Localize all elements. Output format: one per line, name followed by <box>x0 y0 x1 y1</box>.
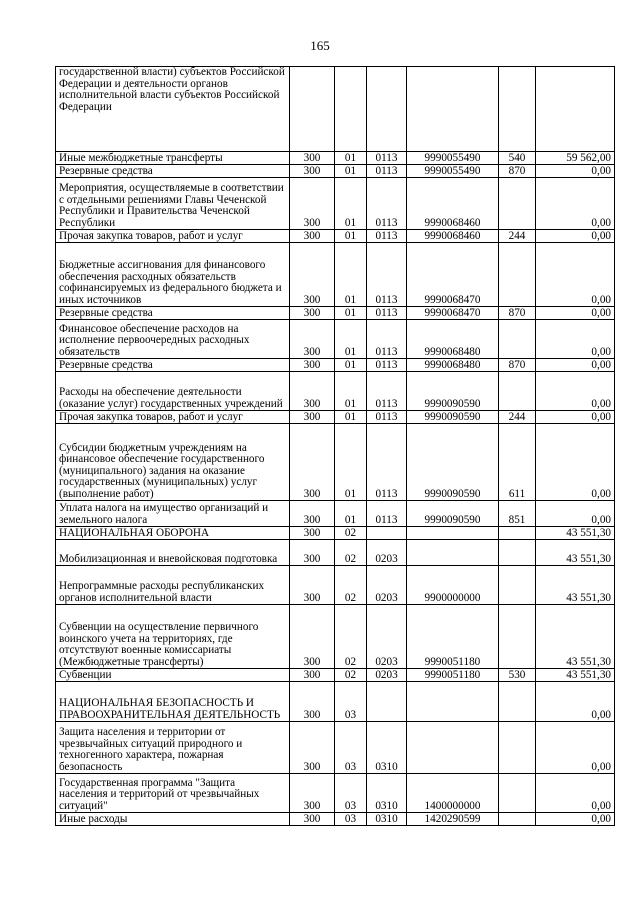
row-rz <box>335 67 367 152</box>
row-ved: 300 <box>290 540 335 566</box>
row-csr <box>407 682 499 722</box>
row-pr: 0113 <box>367 359 407 372</box>
row-vr: 244 <box>499 411 536 424</box>
row-pr: 0310 <box>367 813 407 826</box>
row-csr: 9990090590 <box>407 372 499 411</box>
row-vr <box>499 527 536 540</box>
row-sum: 59 562,00 <box>536 152 615 165</box>
table-row <box>56 165 615 178</box>
row-rz: 02 <box>335 605 367 669</box>
row-sum: 0,00 <box>536 501 615 527</box>
row-sum: 43 551,30 <box>536 527 615 540</box>
row-pr: 0113 <box>367 230 407 243</box>
row-pr: 0113 <box>367 372 407 411</box>
row-csr: 9990068480 <box>407 320 499 359</box>
row-vr: 611 <box>499 424 536 501</box>
row-pr <box>367 682 407 722</box>
budget-table <box>55 66 615 826</box>
row-vr <box>499 682 536 722</box>
row-vr <box>499 813 536 826</box>
table-row <box>56 320 615 359</box>
row-vr: 530 <box>499 669 536 682</box>
row-vr <box>499 566 536 605</box>
row-sum: 0,00 <box>536 813 615 826</box>
table-row <box>56 682 615 722</box>
table-row <box>56 230 615 243</box>
row-sum: 0,00 <box>536 320 615 359</box>
table-row <box>56 411 615 424</box>
row-sum: 43 551,30 <box>536 566 615 605</box>
row-name: Резервные средства <box>56 307 290 320</box>
row-ved: 300 <box>290 372 335 411</box>
row-csr <box>407 722 499 774</box>
row-sum: 0,00 <box>536 682 615 722</box>
row-pr: 0310 <box>367 722 407 774</box>
row-vr <box>499 372 536 411</box>
row-rz: 03 <box>335 722 367 774</box>
row-ved: 300 <box>290 165 335 178</box>
table-row <box>56 774 615 813</box>
row-csr <box>407 527 499 540</box>
row-name: Субсидии бюджетным учреждениям на финансовое обеспечение государственного (муниципального) задания на оказание государственных (муниципальных) услуг (выполнение работ) <box>56 424 290 501</box>
row-ved: 300 <box>290 230 335 243</box>
table-row <box>56 372 615 411</box>
table-row <box>56 424 615 501</box>
row-pr <box>367 67 407 152</box>
row-name: Мобилизационная и вневойсковая подготовка <box>56 540 290 566</box>
row-rz: 02 <box>335 540 367 566</box>
row-rz: 01 <box>335 501 367 527</box>
table-row <box>56 813 615 826</box>
row-rz: 01 <box>335 230 367 243</box>
row-vr: 244 <box>499 230 536 243</box>
row-pr: 0113 <box>367 320 407 359</box>
table-row <box>56 527 615 540</box>
row-name: Государственная программа "Защита населения и территорий от чрезвычайных ситуаций" <box>56 774 290 813</box>
row-pr: 0203 <box>367 605 407 669</box>
row-vr <box>499 320 536 359</box>
table-row <box>56 307 615 320</box>
row-ved: 300 <box>290 774 335 813</box>
table-row <box>56 566 615 605</box>
row-name: Финансовое обеспечение расходов на исполнение первоочередных расходных обязательств <box>56 320 290 359</box>
row-pr <box>367 527 407 540</box>
row-name: Резервные средства <box>56 359 290 372</box>
row-rz: 03 <box>335 682 367 722</box>
row-ved: 300 <box>290 320 335 359</box>
row-pr: 0113 <box>367 152 407 165</box>
row-sum: 0,00 <box>536 411 615 424</box>
row-ved: 300 <box>290 307 335 320</box>
row-ved: 300 <box>290 501 335 527</box>
row-name: государственной власти) субъектов Российской Федерации и деятельности органов исполнительной власти субъектов Российской Федерации <box>56 67 290 152</box>
row-ved: 300 <box>290 178 335 230</box>
row-rz: 02 <box>335 566 367 605</box>
row-csr: 1400000000 <box>407 774 499 813</box>
row-csr: 9990068470 <box>407 243 499 307</box>
row-rz: 01 <box>335 243 367 307</box>
row-rz: 01 <box>335 359 367 372</box>
row-pr: 0203 <box>367 566 407 605</box>
row-rz: 01 <box>335 152 367 165</box>
row-pr: 0203 <box>367 540 407 566</box>
row-sum: 0,00 <box>536 722 615 774</box>
row-rz: 03 <box>335 813 367 826</box>
row-ved: 300 <box>290 813 335 826</box>
row-ved: 300 <box>290 527 335 540</box>
row-pr: 0113 <box>367 165 407 178</box>
row-name: Мероприятия, осуществляемые в соответствии с отдельными решениями Главы Чеченской Республики и Правительства Чеченской Республики <box>56 178 290 230</box>
row-vr: 870 <box>499 359 536 372</box>
table-row <box>56 178 615 230</box>
row-vr <box>499 178 536 230</box>
table-row <box>56 605 615 669</box>
row-csr: 9990051180 <box>407 669 499 682</box>
row-rz: 01 <box>335 372 367 411</box>
row-vr <box>499 243 536 307</box>
row-ved: 300 <box>290 152 335 165</box>
row-csr: 9990068480 <box>407 359 499 372</box>
row-sum: 43 551,30 <box>536 669 615 682</box>
row-sum: 0,00 <box>536 307 615 320</box>
row-name: Субвенции на осуществление первичного воинского учета на территориях, где отсутствуют военные комиссариаты (Межбюджетные трансферты) <box>56 605 290 669</box>
row-name: Бюджетные ассигнования для финансового обеспечения расходных обязательств софинансируемых из федерального бюджета и иных источников <box>56 243 290 307</box>
row-csr: 9990055490 <box>407 165 499 178</box>
row-rz: 01 <box>335 424 367 501</box>
row-sum: 0,00 <box>536 243 615 307</box>
row-pr: 0310 <box>367 774 407 813</box>
row-pr: 0113 <box>367 307 407 320</box>
row-sum: 43 551,30 <box>536 540 615 566</box>
row-sum: 0,00 <box>536 372 615 411</box>
row-name: Резервные средства <box>56 165 290 178</box>
row-sum: 0,00 <box>536 165 615 178</box>
row-sum <box>536 67 615 152</box>
row-vr <box>499 722 536 774</box>
row-ved: 300 <box>290 605 335 669</box>
row-vr: 540 <box>499 152 536 165</box>
row-vr <box>499 774 536 813</box>
table-row <box>56 669 615 682</box>
row-vr <box>499 605 536 669</box>
row-pr: 0113 <box>367 178 407 230</box>
row-ved: 300 <box>290 243 335 307</box>
row-vr: 851 <box>499 501 536 527</box>
row-rz: 02 <box>335 669 367 682</box>
table-row <box>56 540 615 566</box>
row-csr: 9990068460 <box>407 230 499 243</box>
row-name: Иные расходы <box>56 813 290 826</box>
row-ved: 300 <box>290 722 335 774</box>
table-row <box>56 501 615 527</box>
row-name: Иные межбюджетные трансферты <box>56 152 290 165</box>
row-vr <box>499 540 536 566</box>
table-row <box>56 722 615 774</box>
row-rz: 01 <box>335 320 367 359</box>
row-csr <box>407 67 499 152</box>
row-vr <box>499 67 536 152</box>
row-ved: 300 <box>290 669 335 682</box>
row-csr: 9990055490 <box>407 152 499 165</box>
row-ved: 300 <box>290 682 335 722</box>
row-csr <box>407 540 499 566</box>
row-rz: 01 <box>335 307 367 320</box>
row-name: Расходы на обеспечение деятельности (оказание услуг) государственных учреждений <box>56 372 290 411</box>
table-row <box>56 359 615 372</box>
row-sum: 0,00 <box>536 359 615 372</box>
row-name: Непрограммные расходы республиканских органов исполнительной власти <box>56 566 290 605</box>
row-sum: 43 551,30 <box>536 605 615 669</box>
row-csr: 9990090590 <box>407 424 499 501</box>
row-ved: 300 <box>290 566 335 605</box>
row-rz: 02 <box>335 527 367 540</box>
row-name: Уплата налога на имущество организаций и земельного налога <box>56 501 290 527</box>
row-pr: 0113 <box>367 411 407 424</box>
table-row <box>56 243 615 307</box>
table-row <box>56 67 615 152</box>
row-vr: 870 <box>499 165 536 178</box>
row-rz: 03 <box>335 774 367 813</box>
row-rz: 01 <box>335 165 367 178</box>
row-name: НАЦИОНАЛЬНАЯ БЕЗОПАСНОСТЬ И ПРАВООХРАНИТЕЛЬНАЯ ДЕЯТЕЛЬНОСТЬ <box>56 682 290 722</box>
row-name: Субвенции <box>56 669 290 682</box>
row-rz: 01 <box>335 178 367 230</box>
row-rz: 01 <box>335 411 367 424</box>
row-csr: 1420290599 <box>407 813 499 826</box>
row-pr: 0113 <box>367 501 407 527</box>
row-name: НАЦИОНАЛЬНАЯ ОБОРОНА <box>56 527 290 540</box>
row-csr: 9900000000 <box>407 566 499 605</box>
row-ved: 300 <box>290 424 335 501</box>
row-ved: 300 <box>290 411 335 424</box>
row-csr: 9990068470 <box>407 307 499 320</box>
row-name: Защита населения и территории от чрезвычайных ситуаций природного и техногенного характера, пожарная безопасность <box>56 722 290 774</box>
row-sum: 0,00 <box>536 424 615 501</box>
row-csr: 9990090590 <box>407 411 499 424</box>
row-vr: 870 <box>499 307 536 320</box>
row-pr: 0203 <box>367 669 407 682</box>
row-sum: 0,00 <box>536 178 615 230</box>
row-csr: 9990068460 <box>407 178 499 230</box>
table-row <box>56 152 615 165</box>
row-sum: 0,00 <box>536 230 615 243</box>
row-sum: 0,00 <box>536 774 615 813</box>
row-ved <box>290 67 335 152</box>
row-csr: 9990051180 <box>407 605 499 669</box>
row-pr: 0113 <box>367 424 407 501</box>
page-number: 165 <box>310 38 330 53</box>
row-ved: 300 <box>290 359 335 372</box>
row-name: Прочая закупка товаров, работ и услуг <box>56 411 290 424</box>
row-name: Прочая закупка товаров, работ и услуг <box>56 230 290 243</box>
row-csr: 9990090590 <box>407 501 499 527</box>
row-pr: 0113 <box>367 243 407 307</box>
